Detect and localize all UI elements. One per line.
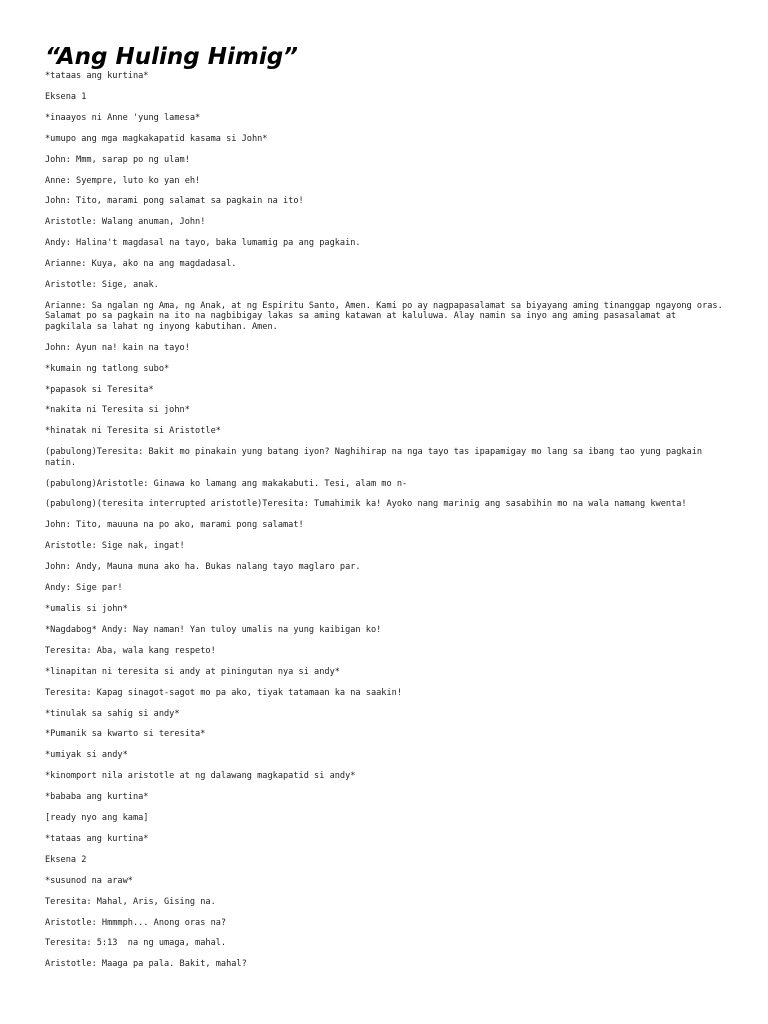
script-line: Aristotle: Maaga pa pala. Bakit, mahal? [45, 959, 247, 970]
script-line: John: Tito, marami pong salamat sa pagkain na ito! [45, 196, 304, 207]
script-line: Arianne: Sa ngalan ng Ama, ng Anak, at ng Espiritu Santo, Amen. Kami po ay nagpapasalamat sa biyayang aming tinanggap ngayong oras. Salamat po sa pagkain na ito na nagbibigay lakas sa aming katawan at kaluluwa. Alay namin sa inyo ang aming pasasalamat at pagkilala sa lahat ng inyong kabutihan. Amen. [45, 300, 728, 332]
script-line: *Pumanik sa kwarto si teresita* [45, 729, 206, 740]
script-line: *tataas ang kurtina* [45, 71, 149, 81]
script-line: Andy: Halina't magdasal na tayo, baka lumamig pa ang pagkain. [45, 238, 361, 249]
script-line: *inaayos ni Anne 'yung lamesa* [45, 112, 201, 123]
script-line: Aristotle: Walang anuman, John! [45, 217, 206, 228]
script-line: Aristotle: Sige nak, ingat! [45, 541, 185, 552]
script-line: Anne: Syempre, luto ko yan eh! [45, 175, 201, 186]
script-line: [ready nyo ang kama] [45, 813, 149, 824]
script-line: Andy: Sige par! [45, 583, 123, 594]
script-line: *hinatak ni Teresita si Aristotle* [45, 426, 221, 437]
script-line: *susunod na araw* [45, 875, 133, 886]
script-line: Eksena 2 [45, 854, 87, 865]
script-line: John: Andy, Mauna muna ako ha. Bukas nalang tayo maglaro par. [45, 562, 361, 573]
script-line: *Nagdabog* Andy: Nay naman! Yan tuloy umalis na yung kaibigan ko! [45, 624, 382, 635]
document-title: “Ang Huling Himig” [45, 44, 298, 70]
script-line: *tinulak sa sahig si andy* [45, 708, 180, 719]
script-lines [45, 71, 728, 970]
script-line: John: Tito, mauuna na po ako, marami pong salamat! [45, 520, 304, 531]
script-line: *nakita ni Teresita si john* [45, 405, 190, 416]
script-line: Aristotle: Sige, anak. [45, 280, 159, 291]
script-line: Teresita: 5:13 na ng umaga, mahal. [45, 938, 227, 949]
script-line: *tataas ang kurtina* [45, 833, 149, 844]
script-line: *bababa ang kurtina* [45, 792, 149, 803]
script-line: (pabulong)Aristotle: Ginawa ko lamang ang makakabuti. Tesi, alam mo n- [45, 478, 408, 489]
script-line: Aristotle: Hmmmph... Anong oras na? [45, 917, 227, 928]
script-line: Teresita: Kapag sinagot-sagot mo pa ako, tiyak tatamaan ka na saakin! [45, 687, 402, 698]
script-line: *kumain ng tatlong subo* [45, 363, 170, 374]
script-line: Teresita: Mahal, Aris, Gising na. [45, 896, 216, 907]
script-line: (pabulong)(teresita interrupted aristotle)Teresita: Tumahimik ka! Ayoko nang marinig ang sasabihin mo na wala namang kwenta! [45, 499, 687, 510]
script-line: John: Ayun na! kain na tayo! [45, 342, 190, 353]
script-line: *umupo ang mga magkakapatid kasama si John* [45, 133, 268, 144]
script-line: *papasok si Teresita* [45, 384, 154, 395]
script-line: *kinomport nila aristotle at ng dalawang magkapatid si andy* [45, 771, 356, 782]
script-line: *linapitan ni teresita si andy at piningutan nya si andy* [45, 666, 340, 677]
script-line: Teresita: Aba, wala kang respeto! [45, 645, 216, 656]
script-line: Eksena 1 [45, 91, 87, 102]
script-line: Arianne: Kuya, ako na ang magdadasal. [45, 259, 237, 270]
script-page [45, 44, 728, 980]
script-line: *umiyak si andy* [45, 750, 128, 761]
script-line: *umalis si john* [45, 603, 128, 614]
script-line: (pabulong)Teresita: Bakit mo pinakain yung batang iyon? Naghihirap na nga tayo tas ipapamigay mo lang sa ibang tao yung pagkain natin. [45, 447, 708, 468]
script-line: John: Mmm, sarap po ng ulam! [45, 154, 190, 165]
